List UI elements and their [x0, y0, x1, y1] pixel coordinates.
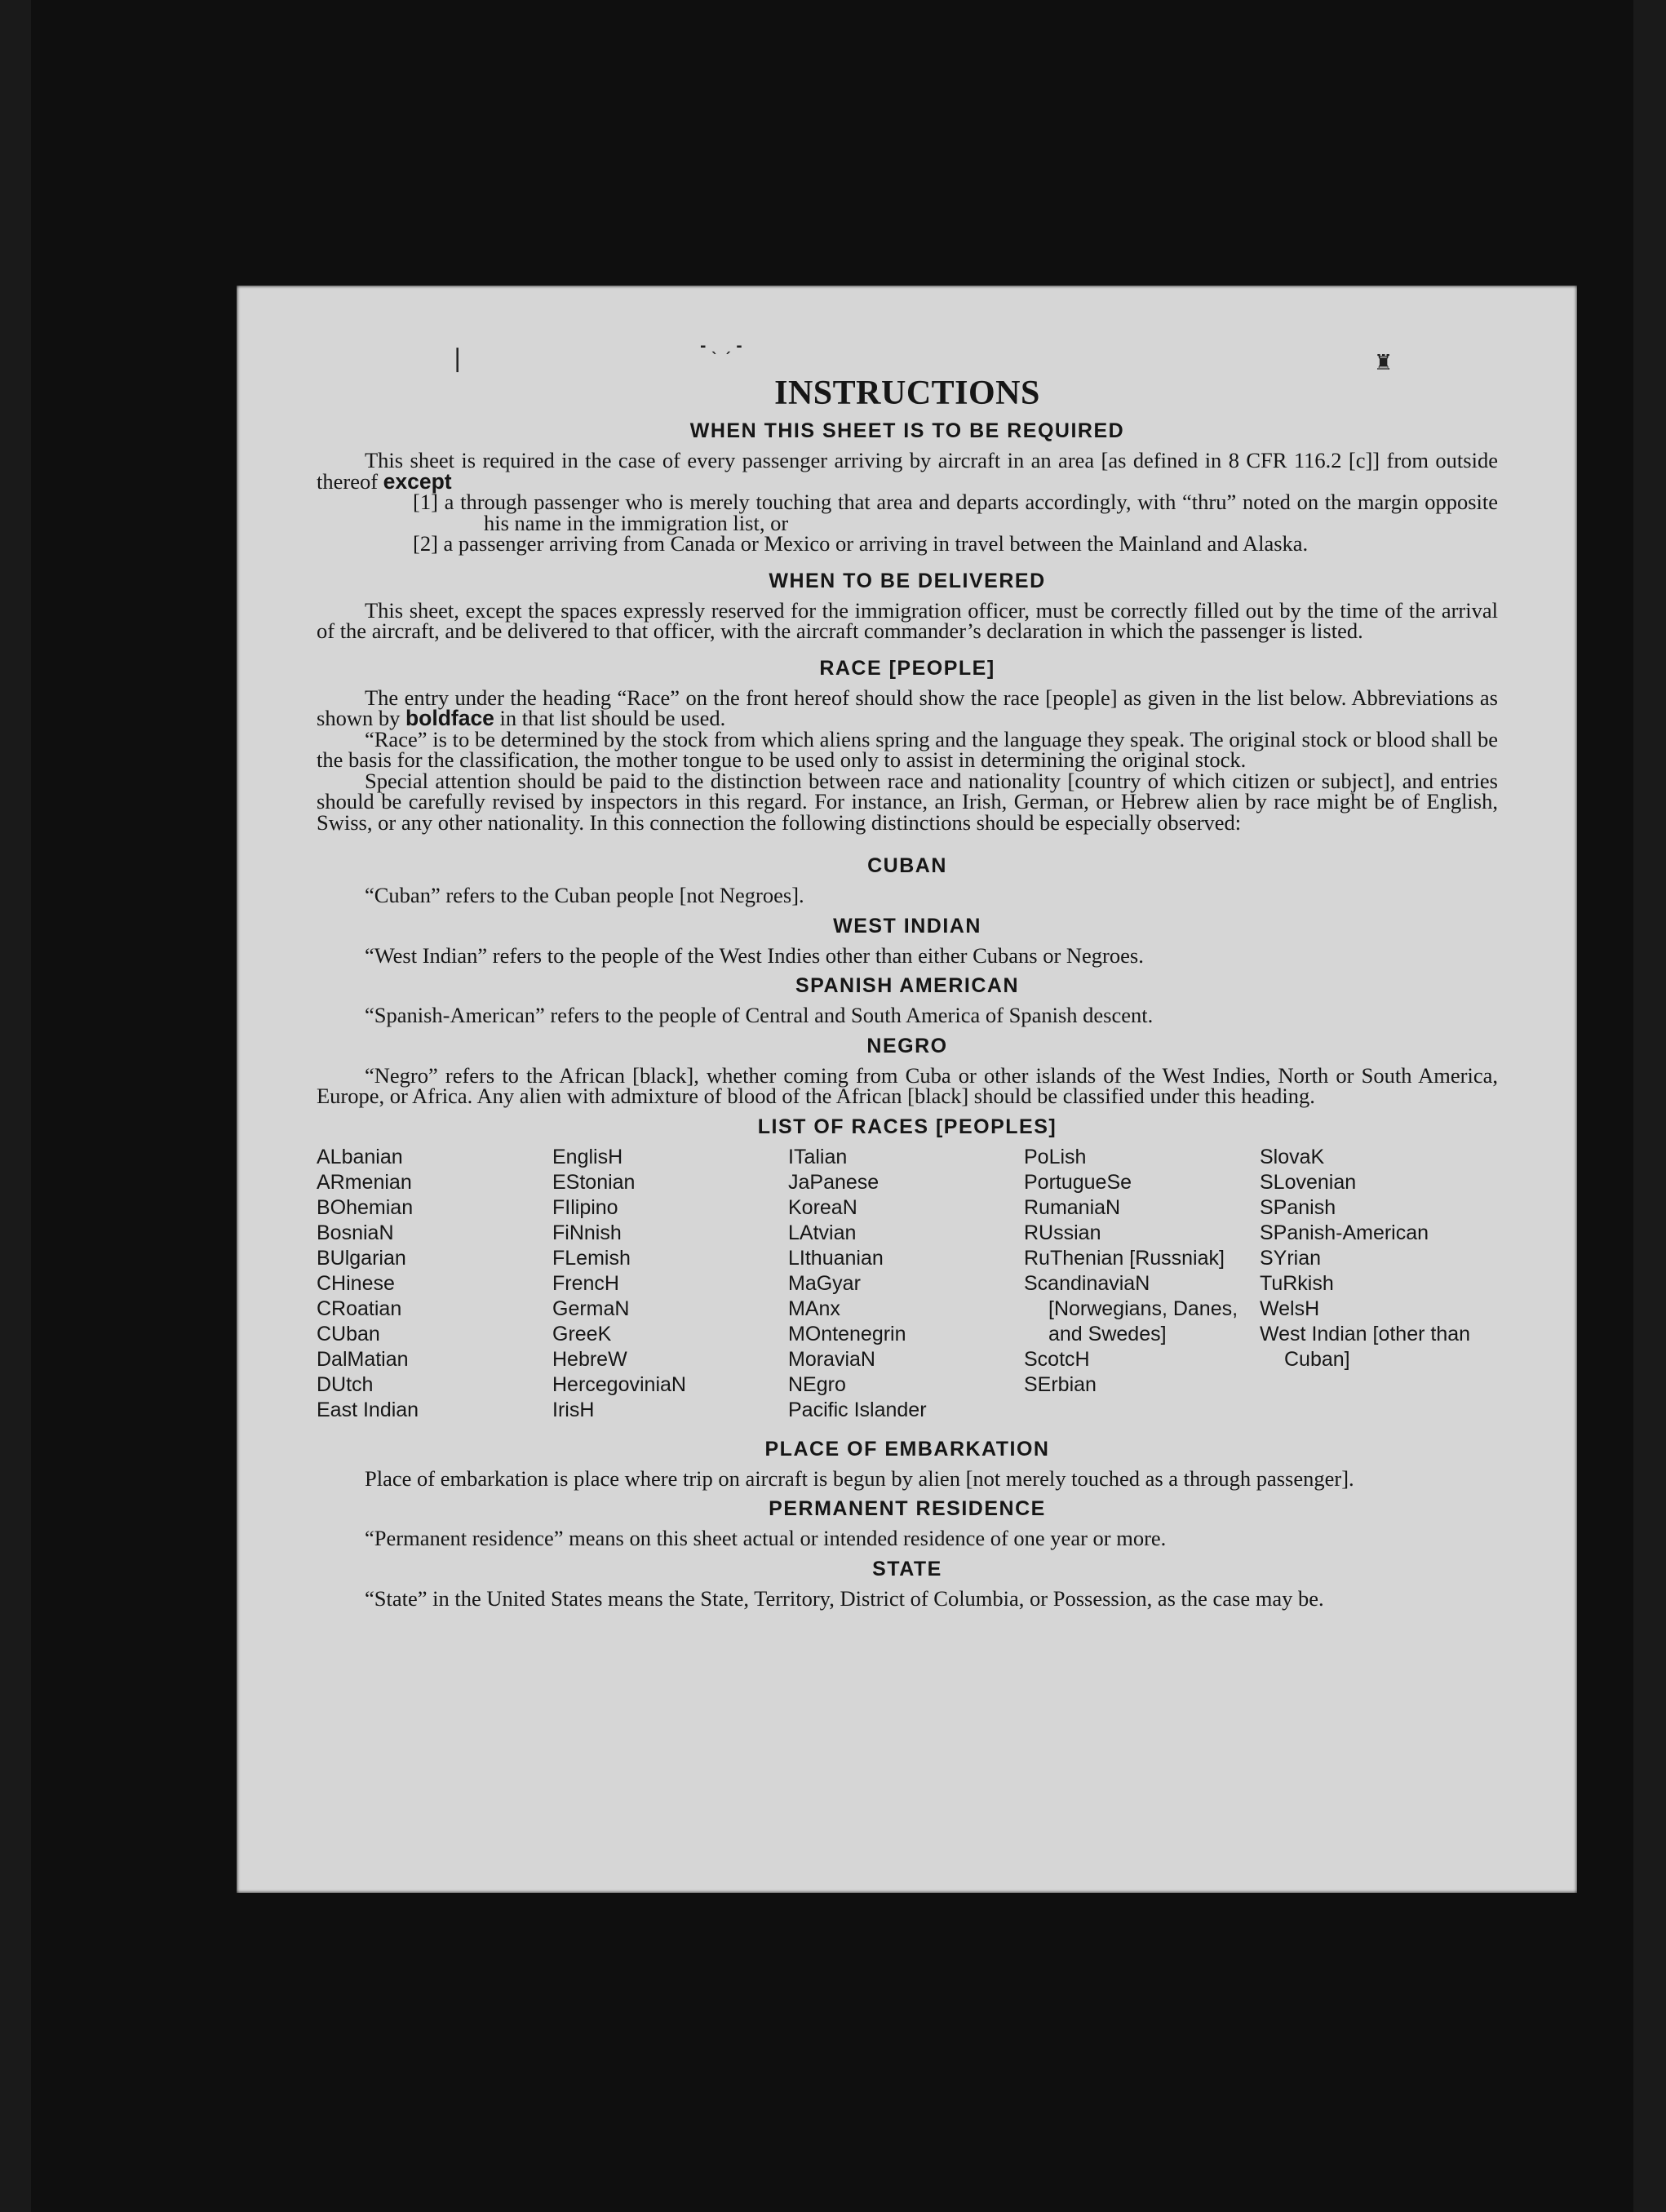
- race-item: IrisH: [552, 1398, 595, 1421]
- punch-mark-left: ❘: [447, 344, 468, 373]
- required-paragraph: [317, 450, 1498, 492]
- races-column-5: [1260, 1145, 1498, 1423]
- races-column-4: [1024, 1145, 1260, 1423]
- race-item: PortugueSe: [1024, 1170, 1132, 1194]
- heading-race: RACE [PEOPLE]: [819, 656, 995, 680]
- race-item: EnglisH: [552, 1145, 623, 1168]
- race-item: ALbanian: [317, 1145, 403, 1168]
- races-column-3: [788, 1145, 1024, 1423]
- scan-right-edge: [1633, 0, 1666, 2212]
- race-item: FIlipino: [552, 1195, 618, 1219]
- race-item: CHinese: [317, 1271, 395, 1295]
- cuban-paragraph: “Cuban” refers to the Cuban people [not Negroes].: [365, 883, 804, 907]
- race-item: WelsH: [1260, 1297, 1320, 1320]
- race-item: SYrian: [1260, 1246, 1322, 1270]
- race-item: SlovaK: [1260, 1145, 1325, 1168]
- required-except: except: [383, 468, 452, 494]
- race-item: SLovenian: [1260, 1170, 1357, 1194]
- race-item: HebreW: [552, 1347, 627, 1371]
- heading-spanish-american: SPANISH AMERICAN: [795, 974, 1019, 997]
- race-item: SPanish: [1260, 1195, 1336, 1219]
- required-text: This sheet is required in the case of every passenger arriving by aircraft in an area [as defined in 8 CFR 116.2 [c]] from outside thereof: [317, 448, 1498, 494]
- scan-left-edge: [0, 0, 31, 2212]
- race-p1-boldface: boldface: [405, 706, 494, 730]
- race-item: GermaN: [552, 1297, 630, 1320]
- race-item: EStonian: [552, 1170, 636, 1194]
- race-item: FLemish: [552, 1246, 631, 1270]
- embarkation-paragraph: Place of embarkation is place where trip on aircraft is begun by alien [not merely touched as a through passenger].: [365, 1465, 1354, 1491]
- race-item: Pacific Islander: [788, 1398, 927, 1421]
- heading-required: WHEN THIS SHEET IS TO BE REQUIRED: [689, 419, 1125, 442]
- race-item: HercegoviniaN: [552, 1372, 686, 1396]
- race-item: FiNnish: [552, 1221, 622, 1244]
- race-p1-start: The entry under the heading “Race” on the front hereof should show the race [people] as given in the list below. Abbreviations as shown by: [317, 685, 1498, 730]
- race-paragraph-1: [317, 685, 1498, 730]
- races-column-1: [317, 1145, 552, 1423]
- required-item-1: [1] a through passenger who is merely touching that area and departs accordingly, with “thru” noted on the margin opposite his name in the immigration list, or: [413, 490, 1498, 535]
- race-item: BUlgarian: [317, 1246, 406, 1270]
- negro-paragraph: “Negro” refers to the African [black], whether coming from Cuba or other islands of the West Indies, North or South America, Europe, or Africa. Any alien with admixture of blood of the African [black] should be classified under this heading.: [317, 1062, 1498, 1108]
- punch-mark-right: ♜: [1374, 351, 1394, 375]
- race-item: West Indian [other than Cuban]: [1260, 1322, 1471, 1371]
- race-item: KoreaN: [788, 1195, 857, 1219]
- race-item: MaGyar: [788, 1271, 861, 1295]
- west-indian-paragraph: “West Indian” refers to the people of the West Indies other than either Cubans or Negroes.: [365, 942, 1144, 968]
- race-item: ScotcH: [1024, 1347, 1090, 1371]
- race-item: MoraviaN: [788, 1347, 875, 1371]
- race-item: ARmenian: [317, 1170, 412, 1194]
- race-item: TuRkish: [1260, 1271, 1334, 1295]
- race-item: ScandinaviaN [Norwegians, Danes, and Swedes]: [1024, 1271, 1238, 1345]
- state-paragraph: “State” in the United States means the State, Territory, District of Columbia, or Possession, as the case may be.: [365, 1585, 1324, 1611]
- race-item: East Indian: [317, 1398, 419, 1421]
- race-item: RumaniaN: [1024, 1195, 1121, 1219]
- race-item: LAtvian: [788, 1221, 857, 1244]
- heading-cuban: CUBAN: [867, 854, 947, 877]
- races-column-2: [552, 1145, 788, 1423]
- heading-west-indian: WEST INDIAN: [833, 914, 981, 938]
- residence-paragraph: “Permanent residence” means on this sheet actual or intended residence of one year or more.: [365, 1526, 1167, 1550]
- page-title: INSTRUCTIONS: [774, 375, 1040, 412]
- race-item: RuThenian [Russniak]: [1024, 1246, 1225, 1270]
- required-item-2: [2] a passenger arriving from Canada or Mexico or arriving in travel between the Mainland and Alaska.: [413, 531, 1309, 556]
- race-item: DalMatian: [317, 1347, 409, 1371]
- heading-state: STATE: [872, 1557, 942, 1580]
- heading-delivered: WHEN TO BE DELIVERED: [769, 569, 1046, 592]
- race-paragraph-2: “Race” is to be determined by the stock from which aliens spring and the language they speak. The original stock or blood shall be the basis for the classification, the mother tongue to be used only to assist in determining the original stock.: [317, 726, 1498, 772]
- heading-embarkation: PLACE OF EMBARKATION: [764, 1437, 1050, 1461]
- race-item: SErbian: [1024, 1372, 1097, 1396]
- race-item: BosniaN: [317, 1221, 394, 1244]
- race-item: JaPanese: [788, 1170, 880, 1194]
- race-item: BOhemian: [317, 1195, 414, 1219]
- race-item: GreeK: [552, 1322, 612, 1345]
- instructions-content: [317, 375, 1498, 1609]
- smudge-mark: ‐ ˎ ˏ ‐: [700, 338, 742, 355]
- race-item: DUtch: [317, 1372, 374, 1396]
- race-item: ITalian: [788, 1145, 848, 1168]
- delivered-paragraph: This sheet, except the spaces expressly reserved for the immigration officer, must be correctly filled out by the time of the arrival of the aircraft, and be delivered to that officer, with the aircraft commander’s declaration in which the passenger is listed.: [317, 597, 1498, 643]
- heading-residence: PERMANENT RESIDENCE: [769, 1497, 1046, 1520]
- heading-races-list: LIST OF RACES [PEOPLES]: [757, 1115, 1057, 1138]
- spanish-american-paragraph: “Spanish-American” refers to the people of Central and South America of Spanish descent.: [365, 1003, 1154, 1027]
- races-list: [317, 1145, 1498, 1423]
- race-item: SPanish-American: [1260, 1221, 1429, 1244]
- race-item: FrencH: [552, 1271, 619, 1295]
- race-item: CRoatian: [317, 1297, 402, 1320]
- race-item: RUssian: [1024, 1221, 1101, 1244]
- race-item: LIthuanian: [788, 1246, 884, 1270]
- race-item: NEgro: [788, 1372, 846, 1396]
- heading-negro: NEGRO: [866, 1034, 948, 1057]
- document-sheet: [237, 286, 1577, 1893]
- race-item: MAnx: [788, 1297, 840, 1320]
- race-item: MOntenegrin: [788, 1322, 906, 1345]
- race-p1-end: in that list should be used.: [499, 706, 726, 730]
- race-item: CUban: [317, 1322, 380, 1345]
- race-item: PoLish: [1024, 1145, 1087, 1168]
- race-paragraph-3: Special attention should be paid to the distinction between race and nationality [country of which citizen or subject], and entries should be carefully revised by inspectors in this regard. For instance, an Irish, German, or Hebrew alien by race might be of English, Swiss, or any other nationality. In this connection the following distinctions should be especially observed:: [317, 768, 1498, 835]
